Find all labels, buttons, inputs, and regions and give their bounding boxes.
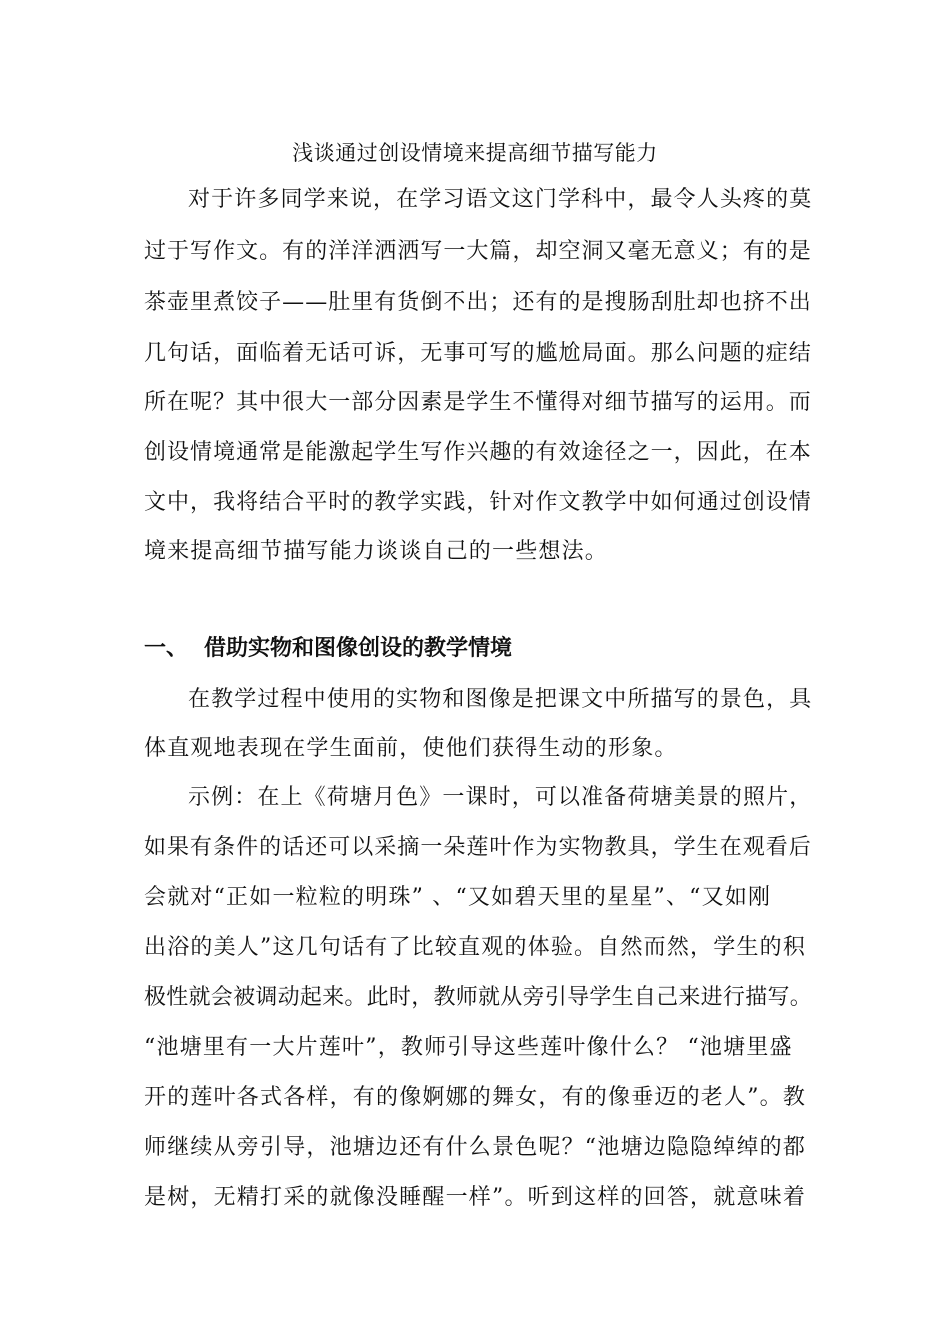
- paragraph-line: 是树，无精打采的就像没睡醒一样”。听到这样的回答，就意味着: [144, 1185, 807, 1210]
- document-title: 浅谈通过创设情境来提高细节描写能力: [292, 141, 658, 165]
- intro-line: 境来提高细节描写能力谈谈自己的一些想法。: [144, 539, 609, 564]
- intro-line: 茶壶里煮饺子——肚里有货倒不出；还有的是搜肠刮肚却也挤不出: [144, 290, 812, 315]
- section-heading-text: 借助实物和图像创设的教学情境: [204, 636, 513, 661]
- paragraph-line: 极性就会被调动起来。此时，教师就从旁引导学生自己来进行描写。: [144, 985, 813, 1010]
- paragraph-line: 师继续从旁引导，池塘边还有什么景色呢？“池塘边隐隐绰绰的都: [144, 1135, 807, 1160]
- section-heading: [144, 633, 512, 665]
- paragraph-line: 开的莲叶各式各样，有的像婀娜的舞女，有的像垂迈的老人”。教: [144, 1085, 807, 1110]
- paragraph-line: 如果有条件的话还可以采摘一朵莲叶作为实物教具，学生在观看后: [144, 835, 812, 860]
- section-number: 一、: [144, 636, 189, 661]
- intro-line: 文中，我将结合平时的教学实践，针对作文教学中如何通过创设情: [144, 490, 812, 515]
- paragraph-line: 体直观地表现在学生面前，使他们获得生动的形象。: [144, 736, 678, 761]
- paragraph-line: 出浴的美人”这几句话有了比较直观的体验。自然而然，学生的积: [144, 935, 807, 960]
- intro-line: 过于写作文。有的洋洋洒洒写一大篇，却空洞又毫无意义；有的是: [144, 239, 812, 264]
- paragraph-line: 会就对“正如一粒粒的明珠” 、“又如碧天里的星星”、“又如刚: [144, 885, 772, 910]
- intro-line: 对于许多同学来说，在学习语文这门学科中，最令人头疼的莫: [188, 187, 813, 212]
- intro-line: 所在呢？其中很大一部分因素是学生不懂得对细节描写的运用。而: [144, 390, 812, 415]
- intro-line: 几句话，面临着无话可诉，无事可写的尴尬局面。那么问题的症结: [144, 341, 812, 366]
- paragraph-line: 在教学过程中使用的实物和图像是把课文中所描写的景色，具: [188, 687, 813, 712]
- intro-line: 创设情境通常是能激起学生写作兴趣的有效途径之一，因此，在本: [144, 440, 812, 465]
- paragraph-line: “池塘里有一大片莲叶”，教师引导这些莲叶像什么？ “池塘里盛: [144, 1035, 793, 1060]
- paragraph-line: 示例：在上《荷塘月色》一课时，可以准备荷塘美景的照片，: [188, 785, 813, 810]
